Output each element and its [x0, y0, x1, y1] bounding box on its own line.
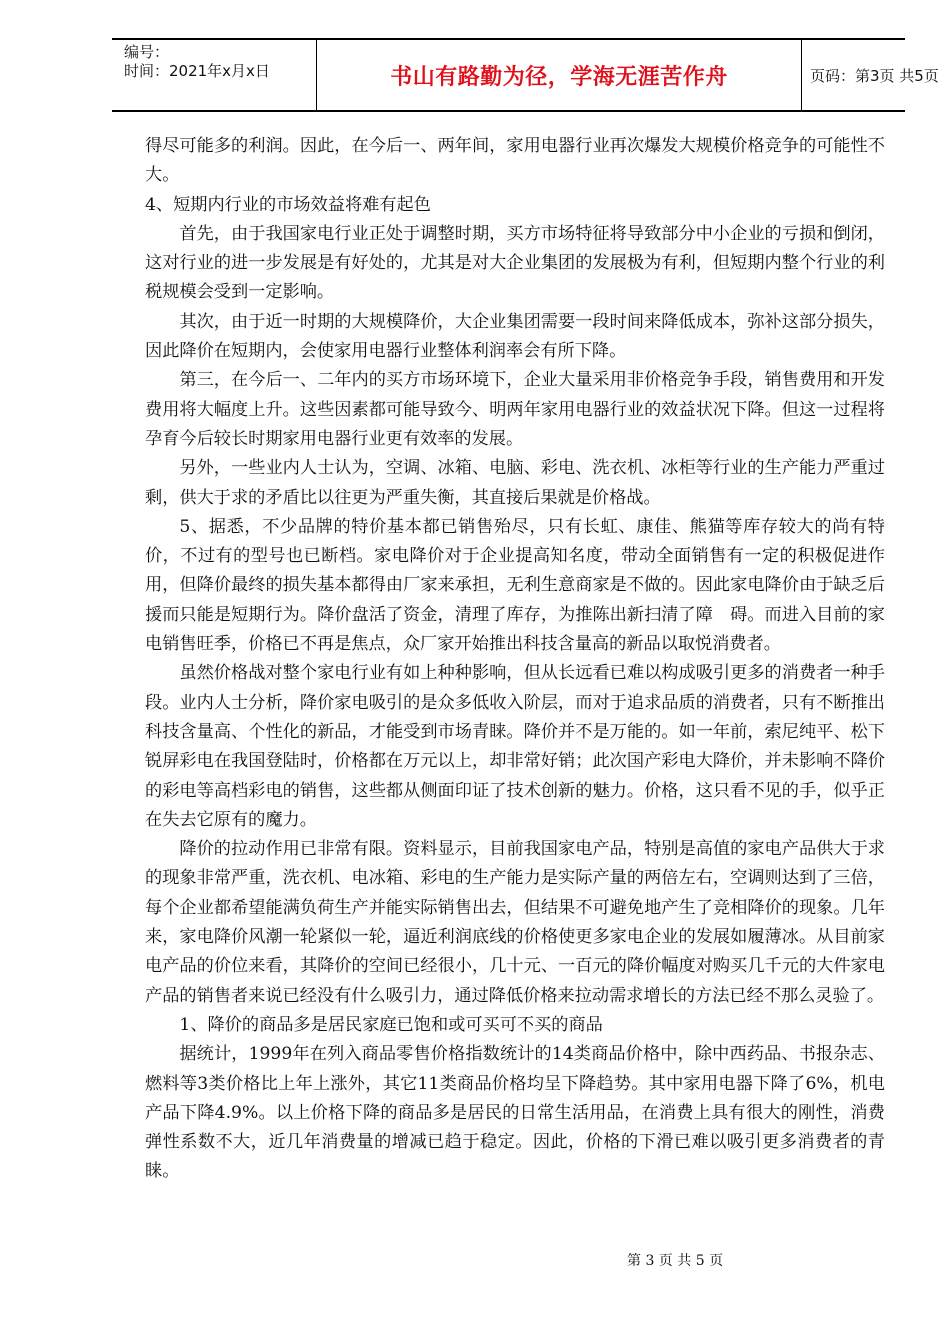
time-label: 时间：2021年x月x日 — [124, 62, 270, 80]
paragraph: 第三，在今后一、二年内的买方市场环境下，企业大量采用非价格竞争手段，销售费用和开发费用将大幅度上升。这些因素都可能导致今、明两年家用电器行业的效益状况下降。但这一过程将孕育今后较长时期家用电器行业更有效率的发展。 — [145, 370, 885, 449]
document-body — [145, 132, 885, 1187]
page-header — [112, 38, 939, 112]
paragraph: 另外，一些业内人士认为，空调、冰箱、电脑、彩电、洗衣机、冰柜等行业的生产能力严重过剩，供大于求的矛盾比以往更为严重失衡，其直接后果就是价格战。 — [145, 458, 885, 508]
header-motto-cell — [316, 40, 802, 110]
number-label: 编号： — [124, 43, 170, 61]
paragraph: 其次，由于近一时期的大规模降价，大企业集团需要一段时间来降低成本，弥补这部分损失，因此降价在短期内，会使家用电器行业整体利润率会有所下降。 — [145, 311, 885, 362]
paragraph: 5、据悉，不少品牌的特价基本都已销售殆尽，只有长虹、康佳、熊猫等库存较大的尚有特价，不过有的型号也已断档。家电降价对于企业提高知名度，带动全面销售有一定的积极促进作用，但降价最终的损失基本都得由厂家来承担，无利生意商家是不做的。因此家电降价由于缺乏后援而只能是短期行为。降价盘活了资金，清理了库存，为推陈出新扫清了障 碍。而进入目前的家电销售旺季，价格已不再是焦点，众厂家开始推出科技含量高的新品以取悦消费者。 — [145, 516, 885, 655]
paragraph: 首先，由于我国家电行业正处于调整时期，买方市场特征将导致部分中小企业的亏损和倒闭，这对行业的进一步发展是有好处的，尤其是对大企业集团的发展极为有利，但短期内整个行业的利税规模会受到一定影响。 — [145, 223, 885, 303]
header-page-info: 页码：第3页 共5页 — [810, 66, 939, 85]
paragraph: 虽然价格战对整个家电行业有如上种种影响，但从长远看已难以构成吸引更多的消费者一种手段。业内人士分析，降价家电吸引的是众多低收入阶层，而对于追求品质的消费者，只有不断推出科技含量高、个性化的新品，才能受到市场青睐。降价并不是万能的。如一年前，索尼纯平、松下锐屏彩电在我国登陆时，价格都在万元以上，却非常好销；此次国产彩电大降价，并未影响不降价的彩电等高档彩电的销售，这些都从侧面印证了技术创新的魅力。价格，这只看不见的手，似乎正在失去它原有的魔力。 — [145, 663, 885, 830]
paragraph: 据统计，1999年在列入商品零售价格指数统计的14类商品价格中，除中西药品、书报杂志、燃料等3类价格比上年上涨外，其它11类商品价格均呈下降趋势。其中家用电器下降了6%，机电产品下降4.9%。以上价格下降的商品多是居民的日常生活用品，在消费上具有很大的刚性，消费弹性系数不大，近几年消费量的增减已趋于稳定。因此，价格的下滑已难以吸引更多消费者的青睐。 — [145, 1044, 885, 1182]
section-heading: 4、短期内行业的市场效益将难有起色 — [145, 194, 431, 215]
section-heading: 1、降价的商品多是居民家庭已饱和或可买可不买的商品 — [179, 1014, 603, 1035]
motto: 书山有路勤为径，学海无涯苦作舟 — [390, 64, 728, 90]
footer-page-number: 第 3 页 共 5 页 — [627, 1253, 724, 1269]
paragraph: 降价的拉动作用已非常有限。资料显示，目前我国家电产品，特别是高值的家电产品供大于求的现象非常严重，洗衣机、电冰箱、彩电的生产能力是实际产量的两倍左右，空调则达到了三倍，每个企业都希望能满负荷生产并能实际销售出去，但结果不可避免地产生了竞相降价的现象。几年来，家电降价风潮一轮紧似一轮，逼近利润底线的价格使更多家电企业的发展如履薄冰。从目前家电产品的价位来看，其降价的空间已经很小，几十元、一百元的降价幅度对购买几千元的大件家电产品的销售者来说已经没有什么吸引力，通过降低价格来拉动需求增长的方法已经不那么灵验了。 — [145, 839, 885, 1006]
paragraph: 得尽可能多的利润。因此，在今后一、两年间，家用电器行业再次爆发大规模价格竞争的可能性不大。 — [145, 136, 885, 186]
header-meta — [112, 40, 316, 110]
